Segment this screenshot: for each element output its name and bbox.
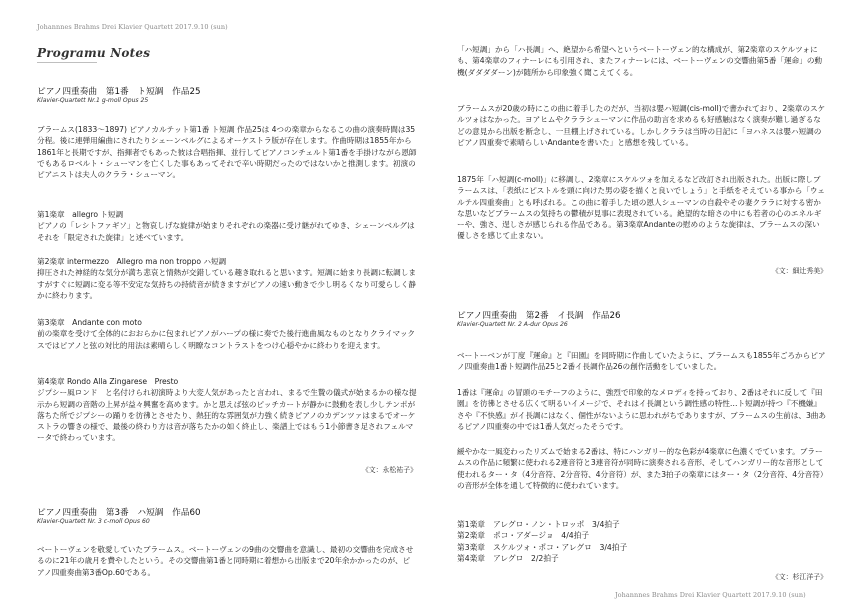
quartet2-title: ピアノ四重奏曲 第2番 イ長調 作品26	[457, 311, 621, 321]
quartet3-credit: 《文：細辻秀美》	[771, 267, 827, 275]
quartet3-title: ピアノ四重奏曲 第3番 ハ短調 作品60	[37, 508, 201, 518]
header-bottom: Johannnes Brahms Drei Klavier Quartett 2017.9.10 (sun)	[615, 591, 806, 599]
q1-movement-4	[37, 376, 417, 444]
q2-movement-number: 第4楽章	[457, 553, 485, 563]
page-title-block	[37, 46, 417, 63]
quartet1-subtitle: Klavier-Quartett Nr.1 g-moll Opus 25	[37, 97, 149, 104]
q2-movement-row	[457, 553, 627, 564]
q2-movement-text: アレグロ 2/2拍子	[492, 553, 559, 563]
quartet3-subtitle: Klavier-Quartett Nr. 3 c-moll Opus 60	[37, 518, 150, 525]
quartet1-credit: 《文：永松祐子》	[361, 466, 417, 474]
quartet2-movement-table	[457, 519, 627, 564]
q2-movement-text: ポコ・アダージョ 4/4拍子	[492, 531, 590, 541]
q1-movement-2	[37, 256, 417, 301]
page-title-rule	[37, 62, 97, 63]
q1-movement-4-heading: 第4楽章 Rondo Alla Zingarese Presto	[37, 377, 179, 386]
quartet2-heading	[457, 311, 827, 329]
q2-movement-row	[457, 530, 627, 541]
quartet2-movements	[457, 519, 827, 564]
q1-movement-3-heading: 第3楽章 Andante con moto	[37, 318, 142, 327]
quartet2-p2-text: 1番は『運命』の冒頭のモチーフのように、強烈で印象的なメロディを持っており、2番はそれに反して『田園』を彷彿とさせる広くて明るいイメージで、それはイ長調という調性感の特性…ト短調が持つ『不機嫌』さや『不快感』がイ長調にはなく、個性がないように思われがちでありますが、ブラームスの生前は、3曲あるピアノ四重奏の中では1番人気だったそうです。	[457, 388, 826, 431]
quartet2-p1	[457, 350, 827, 373]
q2-movement-number: 第1楽章	[457, 520, 485, 529]
quartet1-intro-text: ブラームス(1833〜1897) ピアノカルテット第1番 ト短調 作品25は 4つの楽章からなるこの曲の演奏時間は35分程。後に連弾用編曲にされたりシェーンベルグによるオーケストラ版が存在します。作曲時期は1855年から1861年と長期ですが、指揮者でもあった彼は合唱指揮、並行してピアノコンチェルト第1番を手掛けながら恩師でもあるロベルト・シューマンを亡くした事もあってそれで辛い時期だったのではないかと推測します。初演のピアニストは夫人のクララ・シューマン。	[37, 125, 417, 180]
quartet2-p1-text: ベートーベンが丁度『運命』と『田園』を同時期に作曲していたように、ブラームスも1855年ごろからピアノ四重奏曲1番ト短調作品25と2番イ長調作品26の創作活動をしていました。	[457, 351, 826, 372]
q2-movement-number: 第3楽章	[457, 542, 485, 552]
quartet1-title: ピアノ四重奏曲 第1番 ト短調 作品25	[37, 87, 201, 97]
quartet2-p2	[457, 387, 827, 432]
q2-movement-row	[457, 519, 627, 530]
quartet3-intro	[37, 544, 417, 578]
quartet2-p3-text: 緩やかな一風変わったリズムで始まる2番は、特にハンガリー的な色彩が4楽章に色濃くでています。ブラームスの作品に頻繁に使われる2連音符と3連音符が同時に演奏される音形、そしてハンガリー的な音形として使われるター・タ（4分音符、2分音符、4分音符）が、また3拍子の楽章にはター・タ（2分音符、4分音符）の音形が全体を通して特徴的に使われています。	[457, 447, 824, 490]
q2-movement-text: アレグロ・ノン・トロッポ 3/4拍子	[492, 520, 620, 529]
quartet3-p3-text: 1875年「ハ短調(c-moll)」に移調し、2楽章にスケルツォを加えるなど改訂され出版された。出版に際しブラームスは、「表紙にピストルを頭に向けた男の姿を描くと良いでしょう」と手紙をそえている事から「ウェルテル四重奏曲」とも呼ばれる。この曲に着手した頃の恩人シューマンの自殺やその妻クララに対する密かな思いなどブラームスの気持ちの鬱積が見事に表現されている。絶望的な暗さの中にも若者の心のエネルギーや、強さ、逞しさが感じられる作品である。第3楽章Andanteの慰めのような旋律は、ブラームスの深い優しさを感じて止まない。	[457, 175, 825, 241]
quartet3-p3	[457, 174, 827, 242]
quartet2-p3	[457, 446, 827, 491]
quartet1-intro	[37, 124, 417, 180]
page-title: Programu Notes	[37, 46, 151, 60]
quartet3-continued-text: 「ハ短調」から「ハ長調」へ、絶望から希望へというベートーヴェン的な構成が、第2楽章のスケルツォにも、第4楽章のフィナーレにも引用され、またフィナーレには、ベートーヴェンの交響曲第5番「運命」の動機(ダダダダーン)が随所から印象強く聞こえてくる。	[457, 45, 823, 77]
header-top: Johannnes Brahms Drei Klavier Quartett 2017.9.10 (sun)	[37, 23, 228, 31]
quartet3-continued	[457, 44, 827, 78]
q1-movement-2-text: 抑圧された神経的な気分が満ち悲哀と情熱が交錯している趣き取れると思います。短調に始まり長調に転調しますがすぐに短調に変る等不安定な気持ちの持続音が続きますがピアノの速い動きで少し明るくなり可愛らしく静かに終わります。	[37, 268, 416, 300]
quartet2-subtitle: Klavier-Quartett Nr. 2 A-dur Opus 26	[457, 321, 568, 328]
quartet2-credit: 《文：杉江洋子》	[771, 573, 827, 581]
q1-movement-4-text: ジプシー風ロンド と名付けられ初演時より大変人気があったと言われ、まるで生贄の儀式が始まるかの様な提示から短調の音階の上昇が益々興奮を高めます。かと思えば弦のピッチカートが静かに鼓動を表し少しテンポが落ちた所でジプシーの踊りを彷彿とさせたり、熱狂的な雰囲気が力強く続きピアノのカデンツァはまるでオーケストラの響きの様で、最後の終わり方は音が落ちたかの如く終止し、楽譜上ではもう1小節書き足されフェルマータで終わっています。	[37, 388, 417, 443]
quartet3-p2-text: ブラームスが20歳の時にこの曲に着手したのだが、当初は嬰ハ短調(cis-moll)で書かれており、2楽章のスケルツォはなかった。ヨアヒムやクララシューマンに作品の助言を求めるも好感触はなく演奏が難し過ぎるなどの意見から出版を断念し、一旦棚上げされている。しかしクララは当時の日記に「ヨハネスは嬰ハ短調のピアノ四重奏で素晴らしいAndanteを書いた」と感想を残している。	[457, 104, 826, 147]
quartet3-intro-text: ベートーヴェンを敬愛していたブラームス。ベートーヴェンの9曲の交響曲を意識し、最初の交響曲を完成させるのに21年の歳月を費やしたという。その交響曲第1番と同時期に着想から出版まで20年余かかったのが、ピアノ四重奏曲第3番Op.60である。	[37, 545, 414, 577]
quartet1-heading	[37, 87, 417, 105]
q1-movement-1	[37, 209, 417, 243]
q1-movement-3	[37, 317, 417, 351]
q1-movement-3-text: 前の楽章を受けて全体的におおらかに包まれピアノがハープの様に奏でた後行進曲風なものとなりクライマックスではピアノと弦の対比的用法は素晴らしく明瞭なコントラストをつけ心穏やかに終わりを迎えます。	[37, 329, 416, 350]
q1-movement-1-heading: 第1楽章 allegro ト短調	[37, 210, 124, 219]
q1-movement-1-text: ピアノの「レシトファギソ」と物哀しげな旋律が始まりそれぞれの楽器に受け継がれてゆき、シェーンベルグはそれを「限定された旋律」と述べています。	[37, 221, 415, 242]
q2-movement-text: スケルツォ・ポコ・アレグロ 3/4拍子	[492, 542, 628, 552]
quartet3-heading	[37, 508, 417, 526]
q2-movement-row	[457, 542, 627, 553]
q2-movement-number: 第2楽章	[457, 531, 485, 541]
quartet3-p2	[457, 103, 827, 148]
q1-movement-2-heading: 第2楽章 intermezzo Allegro ma non troppo ハ短調	[37, 257, 227, 266]
